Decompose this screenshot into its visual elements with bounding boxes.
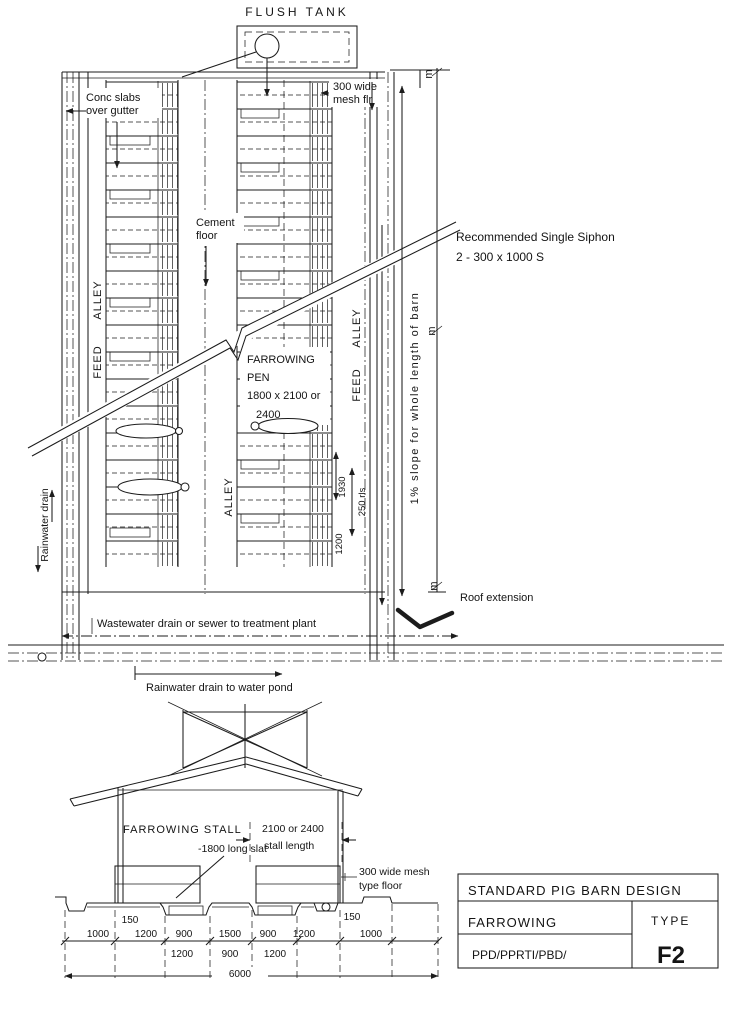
- section-dimension-lines: [61, 904, 442, 979]
- dim-1200-l: 1200: [134, 929, 158, 940]
- title-block-title: STANDARD PIG BARN DESIGN: [468, 883, 682, 898]
- mesh-flr-label-2: mesh flr: [333, 94, 373, 106]
- mesh-floor-note-1: 300 wide mesh: [359, 866, 430, 878]
- dim-900-l: 900: [175, 929, 193, 940]
- stall-length-label-1: 2100 or 2400: [262, 823, 324, 835]
- dim-1500: 1500: [218, 929, 242, 940]
- pen-label-4: 2400: [256, 409, 281, 421]
- wastewater-label: Wastewater drain or sewer to treatment plant: [97, 618, 317, 630]
- dim-1000-l: 1000: [86, 929, 110, 940]
- roof-extension-arrow: [398, 610, 452, 627]
- siphon-note-2: 2 - 300 x 1000 S: [456, 250, 545, 264]
- dim-1200-r: 1200: [292, 929, 316, 940]
- dim-1000-r: 1000: [359, 929, 383, 940]
- section-floor-profile: [55, 897, 438, 915]
- mid-alley-label: ALLEY: [223, 477, 235, 517]
- title-block-type-value: F2: [657, 942, 686, 969]
- siphon-note-1: Recommended Single Siphon: [456, 230, 615, 244]
- cement-floor-label-2: floor: [196, 230, 218, 242]
- pen-label-2: PEN: [247, 372, 270, 384]
- dim-900-b: 900: [221, 949, 239, 960]
- conc-slabs-label-1: Conc slabs: [86, 92, 141, 104]
- dim-150-left: 150: [121, 915, 139, 926]
- right-feed-label: FEED: [351, 368, 363, 402]
- right-alley-label: ALLEY: [351, 308, 363, 348]
- pen-label-3: 1800 x 2100 or: [247, 390, 321, 402]
- dim-1200-b2: 1200: [263, 949, 287, 960]
- title-block-type-label: TYPE: [651, 914, 691, 928]
- meter-mark-mid: m: [426, 326, 438, 336]
- title-block-code: PPD/PPRTI/PBD/: [472, 948, 567, 962]
- title-block-subtitle: FARROWING: [468, 915, 558, 930]
- mesh-floor-note-2: type floor: [359, 880, 403, 892]
- farrowing-stall-label: FARROWING STALL: [123, 824, 242, 836]
- slat-note-label: -1800 long slat: [198, 843, 267, 855]
- pen-dim-1200: 1200: [334, 533, 345, 555]
- cement-floor-label-1: Cement: [196, 217, 235, 229]
- mesh-flr-label-1: 300 wide: [333, 81, 378, 93]
- rainwater-left-label: Rainwater drain: [39, 488, 51, 562]
- pen-dim-250: 250 rls: [357, 487, 368, 517]
- left-feed-label: FEED: [92, 345, 104, 379]
- rainwater-pond-label: Rainwater drain to water pond: [146, 682, 293, 694]
- section-truss: [168, 702, 322, 776]
- dim-900-r: 900: [259, 929, 277, 940]
- title-block: [468, 883, 690, 969]
- conc-slabs-label-2: over gutter: [86, 105, 139, 117]
- dim-150-right: 150: [343, 912, 361, 923]
- roof-extension-label: Roof extension: [460, 592, 534, 604]
- dim-1200-b1: 1200: [170, 949, 194, 960]
- section-roof: [70, 757, 362, 806]
- pen-label-1: FARROWING: [247, 354, 315, 366]
- meter-mark-top: m: [423, 69, 435, 79]
- dim-6000: 6000: [228, 969, 252, 980]
- section-labels: [87, 823, 430, 980]
- slope-note: 1% slope for whole length of barn: [409, 291, 421, 505]
- meter-mark-bottom: m: [428, 581, 440, 591]
- flush-tank-label: FLUSH TANK: [245, 5, 349, 19]
- stall-length-label-2: stall length: [264, 840, 315, 852]
- left-alley-label: ALLEY: [92, 280, 104, 320]
- pen-dim-1930: 1930: [337, 476, 348, 498]
